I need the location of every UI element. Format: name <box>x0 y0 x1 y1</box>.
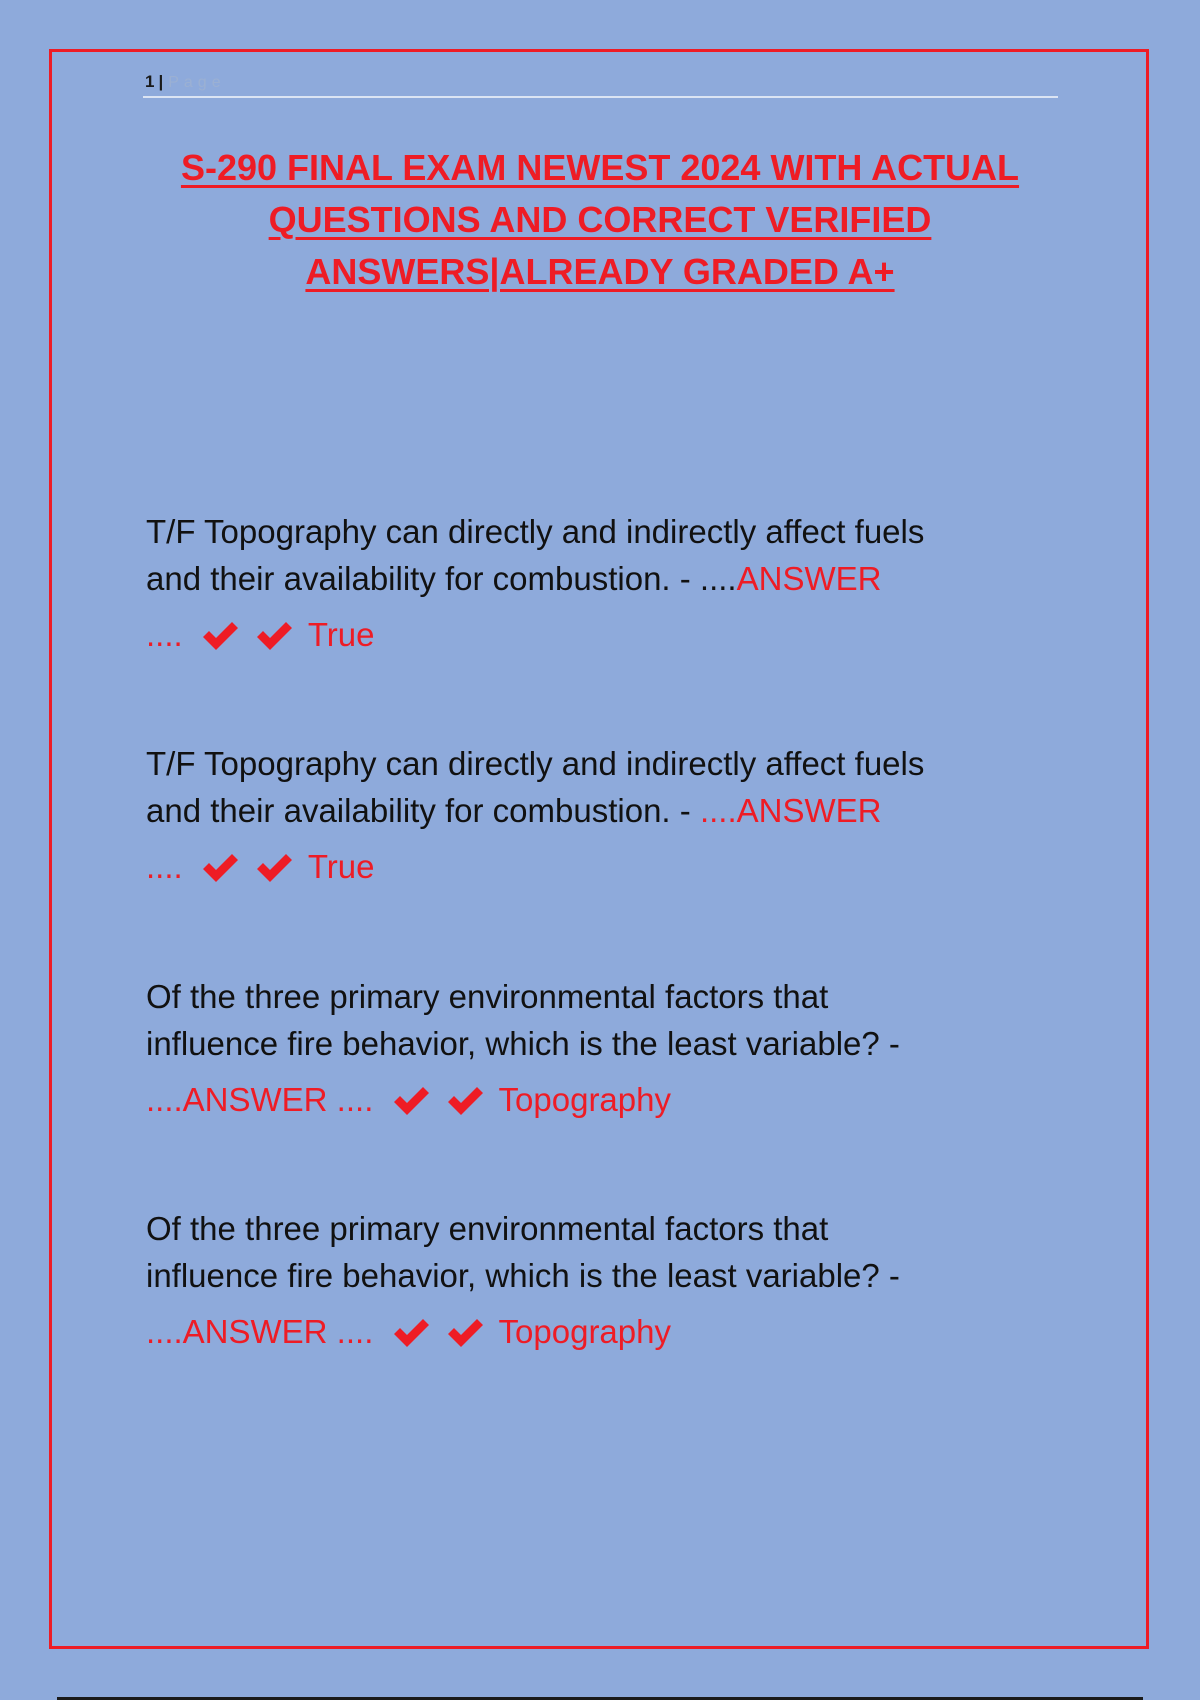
question-line: T/F Topography can directly and indirectly affect fuels <box>146 745 925 782</box>
question-text: and their availability for combustion. - .... <box>146 560 737 597</box>
check-mark-icon <box>200 620 240 652</box>
answer-label: ....ANSWER .... <box>146 1081 374 1118</box>
check-mark-icon <box>391 1085 431 1117</box>
question-text: and their availability for combustion. - <box>146 792 691 829</box>
page-header <box>143 66 1058 98</box>
qa-item <box>146 508 1066 658</box>
answer-label: ....ANSWER <box>699 792 882 829</box>
question-line <box>146 787 1066 834</box>
answer-line <box>146 1308 1066 1355</box>
question-line: Of the three primary environmental factors that <box>146 1210 829 1247</box>
check-mark-icon <box>445 1085 485 1117</box>
page-separator: | <box>158 72 165 91</box>
question-line: Of the three primary environmental factors that <box>146 978 829 1015</box>
qa-item <box>146 1205 1066 1355</box>
answer-label: ANSWER <box>736 560 882 597</box>
title-line-1: S-290 FINAL EXAM NEWEST 2024 WITH ACTUAL <box>180 147 1020 188</box>
answer-value: True <box>307 616 375 653</box>
check-mark-icon <box>254 852 294 884</box>
answer-value: Topography <box>498 1081 671 1118</box>
page-number <box>145 72 226 92</box>
question-line <box>146 555 1066 602</box>
check-mark-icon <box>445 1317 485 1349</box>
question-line: influence fire behavior, which is the least variable? - <box>146 1025 900 1062</box>
answer-value: Topography <box>498 1313 671 1350</box>
question-line: influence fire behavior, which is the least variable? - <box>146 1257 900 1294</box>
page-word: Page <box>168 74 226 91</box>
check-mark-icon <box>391 1317 431 1349</box>
question-line: T/F Topography can directly and indirectly affect fuels <box>146 513 925 550</box>
answer-line <box>146 1076 1066 1123</box>
title-line-2: QUESTIONS AND CORRECT VERIFIED <box>268 199 932 240</box>
title-line-3: ANSWERS|ALREADY GRADED A+ <box>305 251 895 292</box>
document-title <box>130 142 1070 298</box>
answer-label: .... <box>146 616 183 653</box>
answer-line <box>146 843 1066 890</box>
answer-label: ....ANSWER .... <box>146 1313 374 1350</box>
check-mark-icon <box>200 852 240 884</box>
qa-item <box>146 973 1066 1123</box>
page-number-value: 1 <box>145 72 156 91</box>
answer-label: .... <box>146 848 183 885</box>
qa-item <box>146 740 1066 890</box>
answer-value: True <box>307 848 375 885</box>
answer-line <box>146 611 1066 658</box>
check-mark-icon <box>254 620 294 652</box>
